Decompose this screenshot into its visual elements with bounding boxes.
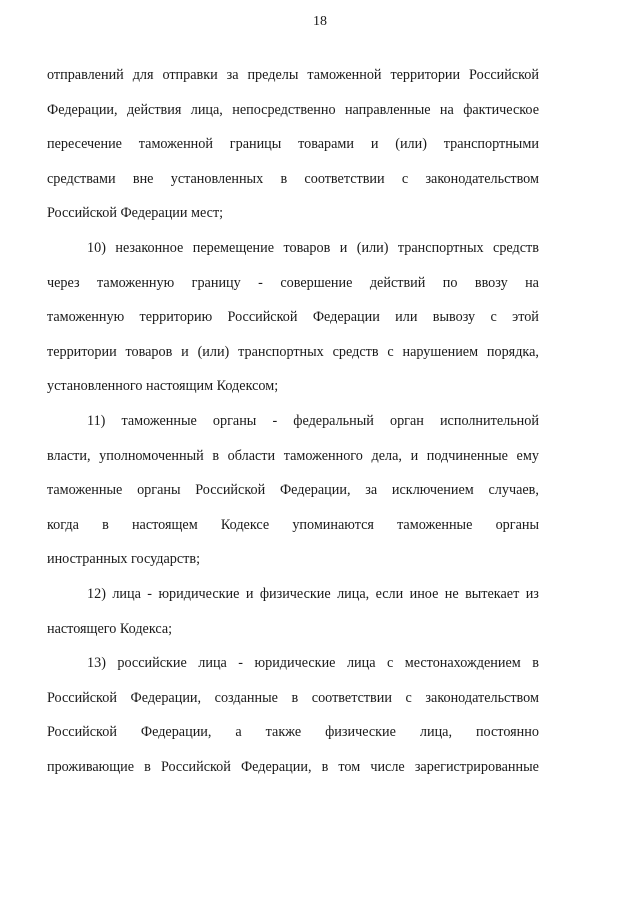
word: проживающие: [47, 758, 135, 775]
word: для: [132, 67, 154, 83]
word: в: [102, 516, 109, 533]
word: таможенные: [47, 482, 123, 499]
word: фактическое: [463, 101, 539, 118]
word: с: [401, 170, 409, 187]
text-line: [47, 681, 539, 716]
word: случаев,: [488, 482, 539, 499]
word: вытекает: [465, 585, 520, 602]
word: иное: [409, 585, 439, 602]
word: ему: [516, 447, 539, 464]
word: исключением: [391, 482, 474, 499]
text-line: [47, 508, 539, 543]
word: лица: [112, 585, 141, 602]
word: российские: [117, 655, 187, 672]
word: -: [147, 585, 153, 602]
word: Федерации,: [279, 482, 351, 499]
word: незаконное: [115, 239, 184, 256]
text-line: [47, 127, 539, 162]
word: юридические: [158, 585, 240, 602]
word: соответствии: [304, 170, 385, 187]
word: органы: [137, 482, 181, 499]
word: действия: [126, 101, 182, 118]
word: Российской: [47, 689, 117, 706]
text-line: [47, 58, 539, 93]
word: вне: [132, 170, 154, 187]
word: не: [444, 585, 459, 602]
word: совершение: [280, 274, 353, 291]
word: Кодексе: [220, 516, 270, 533]
word: пересечение: [47, 136, 122, 153]
text-line: [47, 93, 539, 128]
document-body: [47, 58, 539, 784]
word: Российской: [47, 724, 117, 741]
word: транспортных: [238, 343, 324, 360]
word: из: [525, 585, 539, 602]
word: таможенные: [121, 412, 197, 429]
text-line: [47, 473, 539, 508]
word: пределы: [247, 67, 299, 83]
text-line: [47, 162, 539, 197]
word: -: [238, 655, 244, 672]
word: законодательством: [425, 170, 539, 187]
word: порядка,: [486, 343, 539, 360]
word: в: [144, 758, 151, 775]
word: непосредственно: [232, 101, 336, 118]
word: товарами: [298, 136, 355, 153]
word: том: [338, 758, 361, 775]
word: с: [405, 689, 412, 706]
word: и: [410, 447, 419, 464]
word: физические: [259, 585, 331, 602]
word: постоянно: [475, 724, 539, 741]
word: территорию: [139, 309, 213, 326]
page-number: 18: [313, 14, 327, 29]
word: таможенной: [307, 67, 382, 83]
word: Федерации,: [140, 724, 212, 741]
word: за: [226, 67, 239, 83]
word: отправлений: [47, 67, 124, 83]
word: вывозу: [432, 309, 476, 326]
word: созданные: [214, 689, 278, 706]
word: области: [227, 447, 276, 464]
word: числе: [370, 758, 405, 775]
word: и: [370, 136, 379, 153]
word: Федерации,: [240, 758, 312, 775]
word: отправки: [162, 67, 218, 83]
text-line: [47, 300, 539, 335]
word: законодательством: [425, 689, 539, 706]
word: по: [442, 274, 458, 291]
word: территории: [47, 343, 117, 360]
text-line: [47, 577, 539, 612]
word: физические: [325, 724, 396, 741]
word: зарегистрированные: [414, 758, 539, 775]
word: а: [235, 724, 242, 741]
word: и: [181, 343, 189, 360]
word: на: [525, 274, 539, 291]
text-line: [47, 266, 539, 301]
word: транспортных: [397, 239, 484, 256]
word: направленные: [344, 101, 431, 118]
word: подчиненные: [426, 447, 508, 464]
word: товаров: [125, 343, 173, 360]
word: транспортными: [443, 136, 539, 153]
word: -: [258, 274, 263, 291]
word: в: [212, 447, 220, 464]
text-line: настоящего Кодекса;: [47, 620, 173, 637]
word: границы: [229, 136, 282, 153]
word: Российской: [160, 758, 231, 775]
word: средств: [493, 239, 539, 256]
word: на: [439, 101, 454, 118]
text-line: [47, 646, 539, 681]
text-line: установленного настоящим Кодексом;: [47, 378, 279, 395]
word: Федерации: [312, 309, 380, 326]
word: и: [245, 585, 254, 602]
text-line: [47, 750, 539, 785]
word: Российской: [227, 309, 298, 326]
text-line: [47, 715, 539, 750]
word: ввозу: [474, 274, 508, 291]
word: товаров: [283, 239, 331, 256]
word: (или): [356, 239, 389, 256]
word: 12): [87, 585, 106, 602]
word: в: [321, 758, 329, 775]
word: дела,: [371, 447, 402, 464]
word: лица: [346, 655, 376, 672]
word: 13): [87, 655, 106, 672]
word: лица,: [419, 724, 453, 741]
word: Российской: [469, 67, 539, 83]
word: таможенные: [397, 516, 473, 533]
word: или: [395, 309, 418, 326]
word: органы: [212, 412, 257, 429]
word: орган: [389, 412, 424, 429]
word: исполнительной: [439, 412, 539, 429]
word: и: [339, 239, 348, 256]
word: Российской: [195, 482, 266, 499]
word: власти,: [47, 447, 91, 464]
word: упоминаются: [292, 516, 374, 533]
word: перемещение: [192, 239, 275, 256]
word: юридические: [254, 655, 336, 672]
word: с: [490, 309, 497, 326]
word: нарушением: [402, 343, 479, 360]
text-line: иностранных государств;: [47, 551, 201, 568]
word: (или): [395, 136, 427, 153]
word: таможенной: [138, 136, 213, 153]
word: настоящем: [131, 516, 198, 533]
word: органы: [495, 516, 539, 533]
word: если: [375, 585, 404, 602]
word: когда: [47, 516, 79, 533]
word: лица: [198, 655, 227, 672]
word: территории: [390, 67, 461, 83]
word: 10): [87, 239, 106, 256]
word: -: [272, 412, 278, 429]
word: установленных: [170, 170, 264, 187]
text-line: [47, 335, 539, 370]
text-line: [47, 439, 539, 474]
text-line: Российской Федерации мест;: [47, 205, 224, 222]
word: лица,: [337, 585, 370, 602]
word: средствами: [47, 170, 116, 187]
word: таможенную: [47, 309, 125, 326]
word: границу: [191, 274, 241, 291]
word: средств: [332, 343, 379, 360]
word: через: [47, 274, 80, 291]
word: действий: [369, 274, 426, 291]
word: в: [532, 655, 539, 672]
word: Федерации,: [47, 101, 118, 118]
word: (или): [197, 343, 230, 360]
word: Федерации,: [130, 689, 202, 706]
word: таможенного: [283, 447, 363, 464]
word: в: [280, 170, 288, 187]
word: федеральный: [293, 412, 374, 429]
word: этой: [512, 309, 539, 326]
word: также: [265, 724, 302, 741]
word: с: [386, 655, 394, 672]
word: с: [387, 343, 394, 360]
word: 11): [87, 412, 106, 429]
text-line: [47, 231, 539, 266]
word: соответствии: [311, 689, 392, 706]
word: в: [291, 689, 299, 706]
word: за: [365, 482, 378, 499]
word: местонахождением: [404, 655, 521, 672]
word: лица,: [190, 101, 223, 118]
word: уполномоченный: [99, 447, 204, 464]
text-line: [47, 404, 539, 439]
word: таможенную: [97, 274, 175, 291]
